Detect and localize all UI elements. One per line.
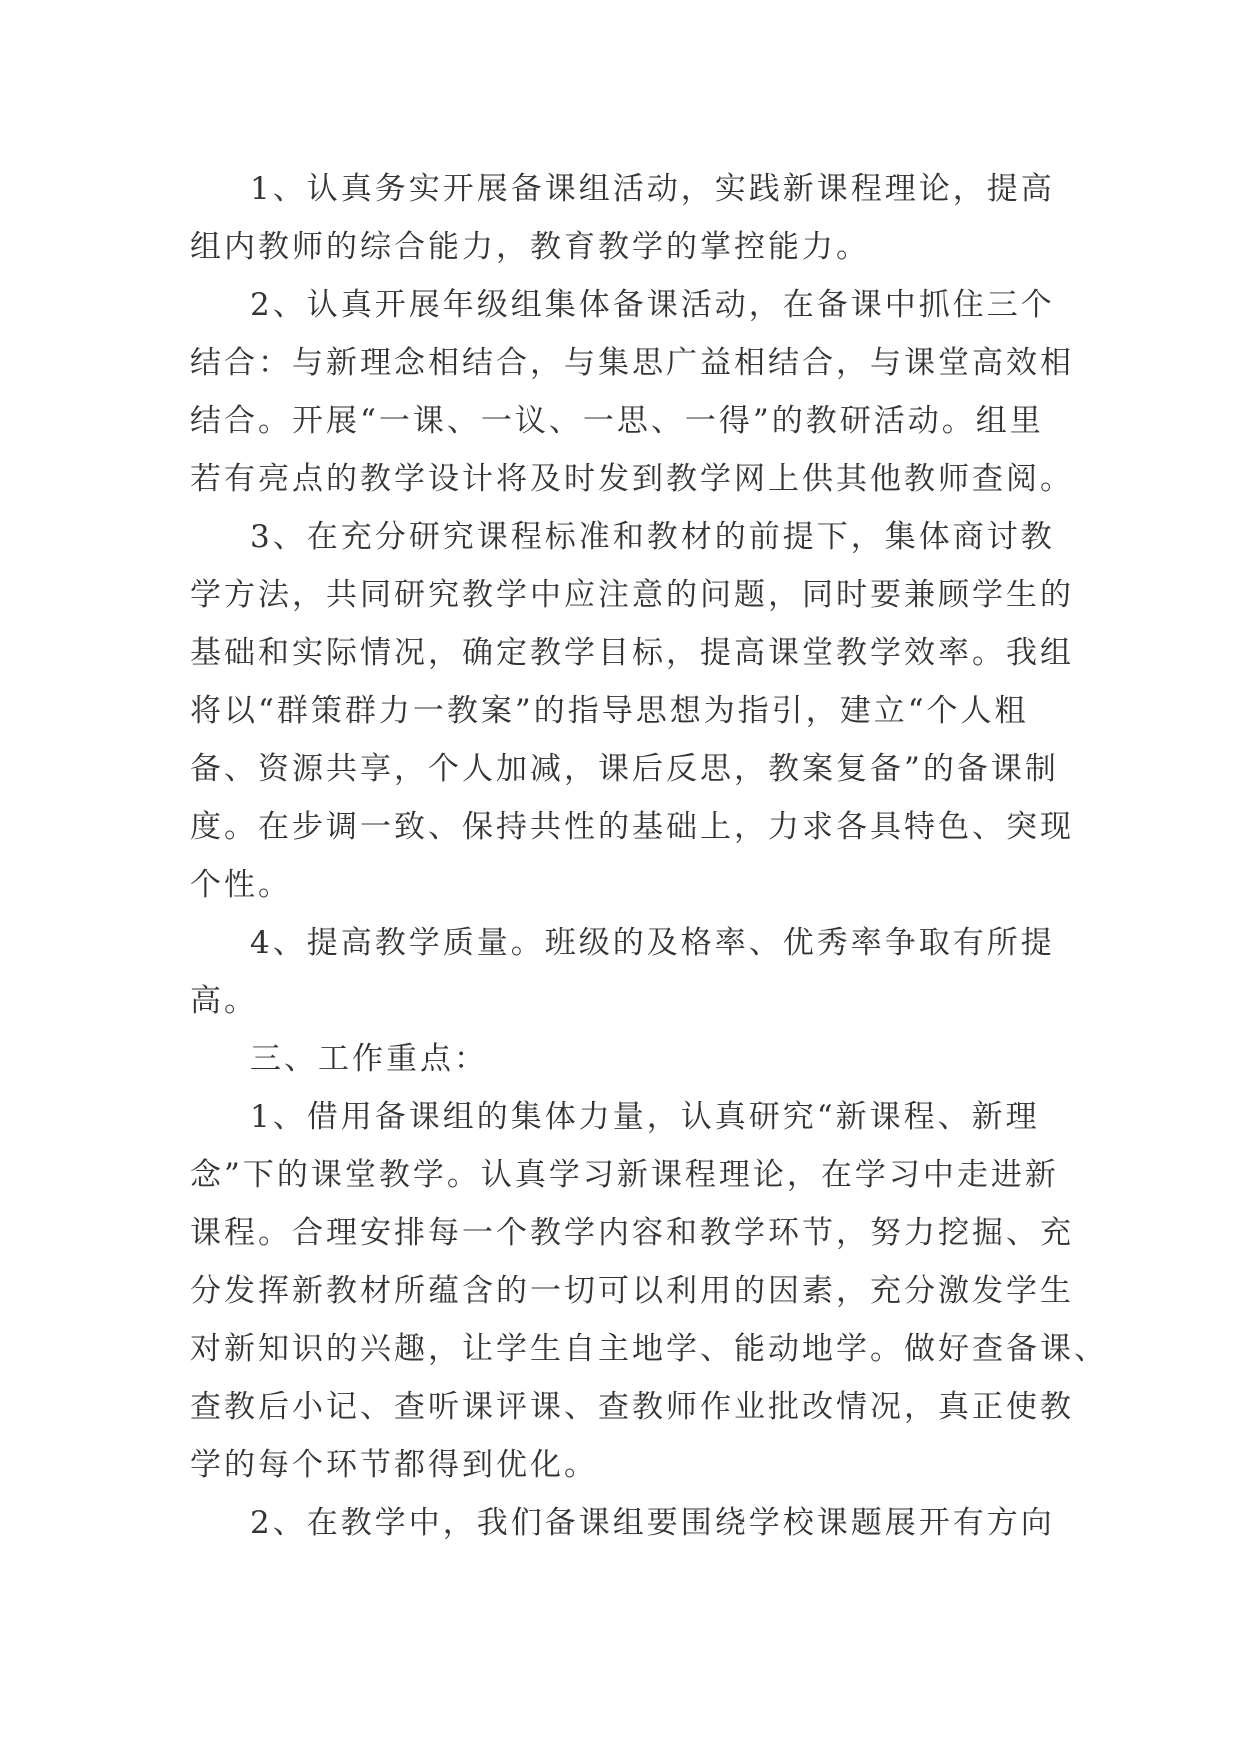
text-line: 2、认真开展年级组集体备课活动，在备课中抓住三个 (250, 287, 1055, 323)
text-line: 三、工作重点： (250, 1041, 488, 1077)
text-line: 1、认真务实开展备课组活动，实践新课程理论，提高 (250, 171, 1055, 207)
text-line: 学方法，共同研究教学中应注意的问题，同时要兼顾学生的 (190, 577, 1074, 613)
text-line: 备、资源共享，个人加减，课后反思，教案复备”的备课制 (190, 751, 1059, 787)
text-line: 课程。合理安排每一个教学内容和教学环节，努力挖掘、充 (190, 1215, 1074, 1251)
text-line: 查教后小记、查听课评课、查教师作业批改情况，真正使教 (190, 1389, 1074, 1425)
text-line: 1、借用备课组的集体力量，认真研究“新课程、新理 (250, 1099, 1040, 1135)
text-line: 3、在充分研究课程标准和教材的前提下，集体商讨教 (250, 519, 1055, 555)
text-line: 结合。开展“一课、一议、一思、一得”的教研活动。组里 (190, 403, 1044, 439)
text-line: 对新知识的兴趣，让学生自主地学、能动地学。做好查备课、 (190, 1331, 1108, 1367)
text-line: 高。 (190, 983, 258, 1019)
text-line: 学的每个环节都得到优化。 (190, 1447, 598, 1483)
text-line: 将以“群策群力一教案”的指导思想为指引，建立“个人粗 (190, 693, 1029, 729)
text-line: 结合：与新理念相结合，与集思广益相结合，与课堂高效相 (190, 345, 1074, 381)
text-line: 4、提高教学质量。班级的及格率、优秀率争取有所提 (250, 925, 1055, 961)
text-line: 个性。 (190, 867, 292, 903)
text-line: 念”下的课堂教学。认真学习新课程理论，在学习中走进新 (190, 1157, 1059, 1193)
text-line: 分发挥新教材所蕴含的一切可以利用的因素，充分激发学生 (190, 1273, 1074, 1309)
document-body (190, 160, 1108, 1552)
text-line: 度。在步调一致、保持共性的基础上，力求各具特色、突现 (190, 809, 1074, 845)
text-line: 若有亮点的教学设计将及时发到教学网上供其他教师查阅。 (190, 461, 1074, 497)
text-line: 组内教师的综合能力，教育教学的掌控能力。 (190, 229, 870, 265)
text-line: 基础和实际情况，确定教学目标，提高课堂教学效率。我组 (190, 635, 1074, 671)
text-line: 2、在教学中，我们备课组要围绕学校课题展开有方向 (250, 1505, 1055, 1541)
